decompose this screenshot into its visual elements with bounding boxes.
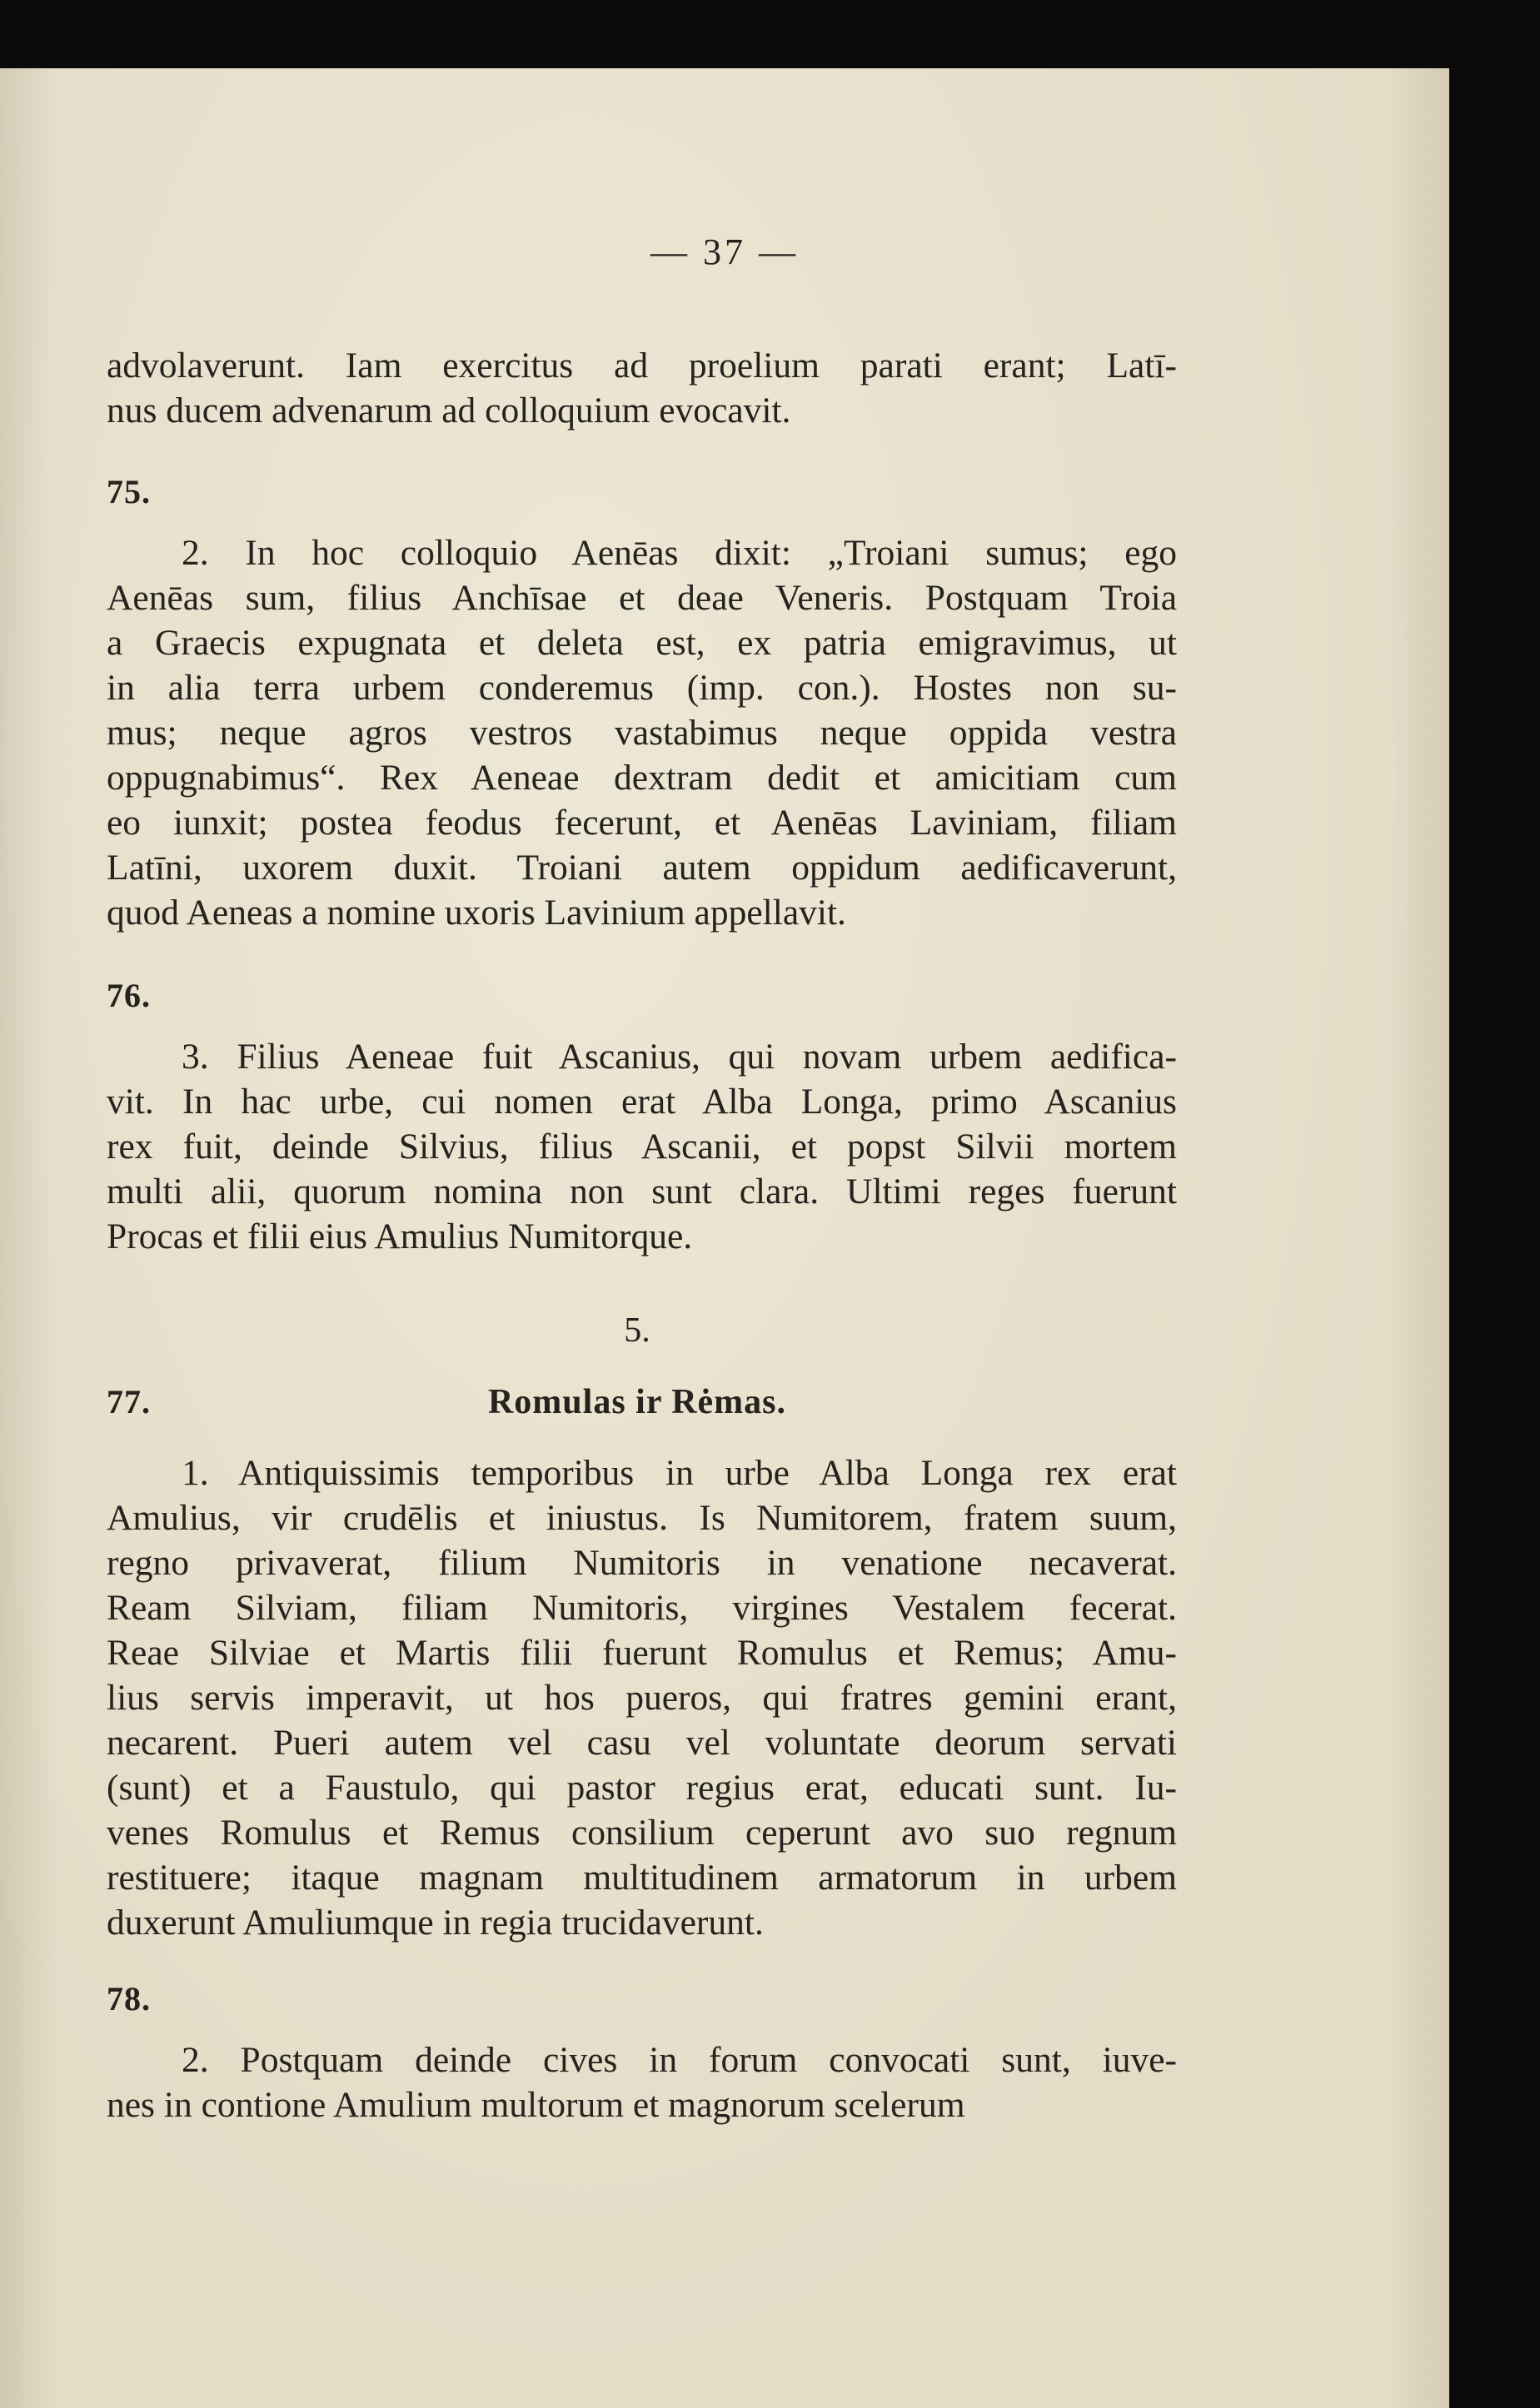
text-line: rex fuit, deinde Silvius, filius Ascanii, et popst Silvii mortem xyxy=(107,1127,1177,1167)
chapter-title: Romulas ir Rėmas. xyxy=(487,1383,787,1421)
paragraph-76 xyxy=(107,1034,1177,1259)
text-line: Aenēas sum, filius Anchīsae et deae Veneris. Postquam Troia xyxy=(107,578,1177,618)
text-line: multi alii, quorum nomina non sunt clara. Ultimi reges fuerunt xyxy=(107,1172,1177,1211)
page-number: — 37 — xyxy=(650,231,799,272)
text-line: regno privaverat, filium Numitoris in venatione necaverat. xyxy=(107,1543,1177,1583)
text-line: Procas et filii eius Amulius Numitorque. xyxy=(107,1216,693,1256)
continuation-paragraph xyxy=(107,343,1177,433)
text-line: 2. Postquam deinde cives in forum convocati sunt, iuve- xyxy=(182,2040,1177,2080)
text-line: 3. Filius Aeneae fuit Ascanius, qui novam urbem aedifica- xyxy=(182,1037,1177,1077)
text-line: Amulius, vir crudēlis et iniustus. Is Numitorem, fratem suum, xyxy=(107,1498,1177,1538)
text-line: mus; neque agros vestros vastabimus neque oppida vestra xyxy=(107,713,1177,753)
text-line: venes Romulus et Remus consilium ceperunt avo suo regnum xyxy=(107,1813,1177,1853)
text-line: nes in contione Amulium multorum et magnorum scelerum xyxy=(107,2085,965,2125)
paragraph-number-77: 77. xyxy=(107,1383,151,1420)
text-line: in alia terra urbem conderemus (imp. con.). Hostes non su- xyxy=(107,668,1177,708)
text-line: (sunt) et a Faustulo, qui pastor regius erat, educati sunt. Iu- xyxy=(107,1768,1177,1808)
text-line: Reae Silviae et Martis filii fuerunt Romulus et Remus; Amu- xyxy=(107,1633,1177,1673)
text-line: lius servis imperavit, ut hos pueros, qui fratres gemini erant, xyxy=(107,1678,1177,1718)
chapter-number: 5. xyxy=(624,1311,650,1350)
text-line: a Graecis expugnata et deleta est, ex patria emigravimus, ut xyxy=(107,623,1177,663)
text-line: Ream Silviam, filiam Numitoris, virgines Vestalem fecerat. xyxy=(107,1588,1177,1628)
text-line: restituere; itaque magnam multitudinem armatorum in urbem xyxy=(107,1858,1177,1898)
text-line: necarent. Pueri autem vel casu vel voluntate deorum servati xyxy=(107,1723,1177,1763)
text-line: 2. In hoc colloquio Aenēas dixit: „Troiani sumus; ego xyxy=(182,533,1177,573)
text-line: Latīni, uxorem duxit. Troiani autem oppidum aedificaverunt, xyxy=(107,848,1177,888)
text-line: 1. Antiquissimis temporibus in urbe Alba Longa rex erat xyxy=(182,1453,1177,1493)
text-line: advolaverunt. Iam exercitus ad proelium parati erant; Latī- xyxy=(107,346,1177,386)
text-line: oppugnabimus“. Rex Aeneae dextram dedit et amicitiam cum xyxy=(107,758,1177,798)
paragraph-78 xyxy=(107,2037,1177,2127)
paragraph-75 xyxy=(107,530,1177,935)
paragraph-number-75: 75. xyxy=(107,473,151,510)
paragraph-number-76: 76. xyxy=(107,977,151,1014)
text-line: vit. In hac urbe, cui nomen erat Alba Longa, primo Ascanius xyxy=(107,1082,1177,1122)
paragraph-77 xyxy=(107,1450,1177,1945)
text-line: nus ducem advenarum ad colloquium evocavit. xyxy=(107,391,791,430)
book-page xyxy=(0,68,1449,2408)
paragraph-number-78: 78. xyxy=(107,1980,151,2017)
text-line: eo iunxit; postea feodus fecerunt, et Aenēas Laviniam, filiam xyxy=(107,803,1177,843)
text-line: quod Aeneas a nomine uxoris Lavinium appellavit. xyxy=(107,893,846,933)
text-line: duxerunt Amuliumque in regia trucidaverunt. xyxy=(107,1903,764,1943)
